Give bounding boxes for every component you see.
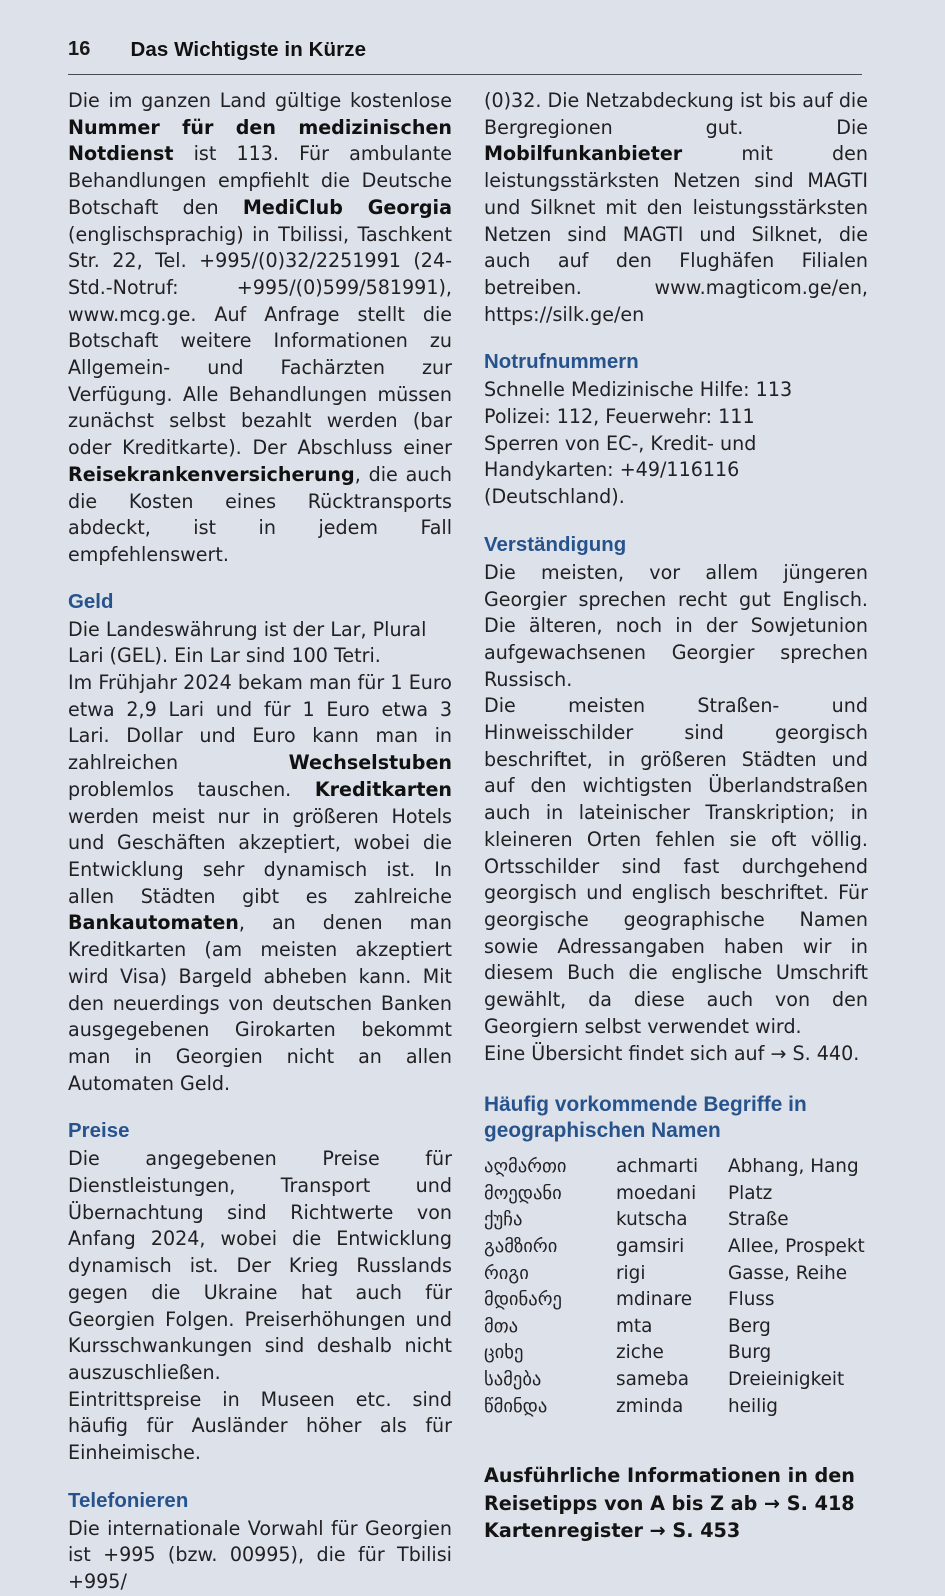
- right-column: [484, 88, 868, 1596]
- bold-run-bankautomaten: Bankautomaten: [68, 911, 239, 935]
- geld-paragraph-2: [68, 670, 452, 1097]
- table-row: [484, 1207, 868, 1234]
- text-run: problemlos tauschen.: [68, 777, 315, 801]
- page-number: 16: [68, 38, 91, 60]
- glossary-georgian: აღმართი: [484, 1156, 567, 1178]
- table-row: [484, 1287, 868, 1314]
- bold-run-mediclub: MediClub Georgia: [242, 195, 452, 219]
- two-column-body: [68, 88, 868, 1596]
- preise-paragraph-1: Die angegebenen Preise für Dienstleistungen, Transport und Übernachtung sind Richtwerte von Anfang 2024, wobei die Entwicklung dynamisch ist. Der Krieg Russlands gegen die Ukraine hat auch für Georgien Folgen. Preiserhöhungen und Kursschwankungen sind deshalb nicht auszuschließen.: [68, 1147, 452, 1384]
- section-heading-glossary: Häufig vorkommende Begriffe in geographischen Namen: [484, 1093, 807, 1143]
- table-row: [484, 1394, 868, 1421]
- glossary-german: Platz: [728, 1182, 773, 1204]
- geographic-terms-glossary: [484, 1154, 868, 1420]
- glossary-georgian: მდინარე: [484, 1289, 562, 1311]
- emergency-number-line-3: Sperren von EC-, Kredit- und Handykarten: +49/116116 (Deutschland).: [484, 431, 757, 509]
- medical-emergency-paragraph: [68, 88, 452, 569]
- glossary-translit: mdinare: [616, 1289, 693, 1311]
- glossary-german: Abhang, Hang: [728, 1156, 859, 1178]
- left-column: [68, 88, 452, 1596]
- table-row: [484, 1340, 868, 1367]
- section-heading-verstaendigung: Verständigung: [484, 533, 627, 556]
- glossary-georgian: მთა: [484, 1315, 519, 1337]
- emergency-number-line-2: Polizei: 112, Feuerwehr: 111: [484, 405, 755, 429]
- glossary-german: heilig: [728, 1395, 778, 1417]
- cross-reference-line-1: Ausführliche Informationen in den Reisetipps von A bis Z ab → S. 418: [484, 1464, 855, 1515]
- glossary-georgian: გამზირი: [484, 1235, 558, 1257]
- text-run: ist 113. Für ambulante Behandlungen empfiehlt die Deutsche Botschaft den: [68, 142, 452, 219]
- table-row: [484, 1314, 868, 1341]
- text-run: (englischsprachig) in Tbilissi, Taschkent Str. 22, Tel. +995/(0)32/2251991 (24-Std.-Notruf: +995/(0)599/581991), www.mcg.ge. Auf Anfrage stellt die Botschaft weitere Informationen zu Allgemein- und Fachärzten zur Verfügung. Alle Behandlungen müssen zunächst selbst bezahlt werden (bar oder Kreditkarte). Der Abschluss einer: [68, 222, 452, 460]
- glossary-german: Allee, Prospekt: [728, 1235, 865, 1257]
- table-row: [484, 1154, 868, 1181]
- glossary-georgian: წმინდა: [484, 1395, 548, 1417]
- glossary-georgian: ქუჩა: [484, 1209, 523, 1231]
- glossary-translit: ziche: [616, 1342, 664, 1364]
- text-run: (0)32. Die Netzabdeckung ist bis auf die Bergregionen gut. Die: [484, 89, 868, 139]
- glossary-german: Gasse, Reihe: [728, 1262, 848, 1284]
- text-run: Im Frühjahr 2024 bekam man für 1 Euro etwa 2,9 Lari und für 1 Euro etwa 3 Lari. Dollar und Euro kann man in zahlreichen: [68, 671, 452, 775]
- table-row: [484, 1261, 868, 1288]
- bold-run-mobilfunkanbieter: Mobilfunkanbieter: [484, 142, 683, 166]
- text-run: , die auch die Kosten eines Rücktransports abdeckt, ist in jedem Fall empfehlenswert.: [68, 462, 452, 566]
- telefonieren-paragraph-1: Die internationale Vorwahl für Georgien ist +995 (bzw. 00995), die für Tbilisi +995/: [68, 1516, 452, 1594]
- section-heading-preise: Preise: [68, 1120, 130, 1143]
- glossary-body: [484, 1154, 868, 1420]
- glossary-german: Dreieinigkeit: [728, 1368, 845, 1390]
- bold-run-emergency-number: Nummer für den medizinischen Notdienst: [68, 115, 452, 166]
- table-row: [484, 1367, 868, 1394]
- glossary-georgian: სამება: [484, 1368, 542, 1390]
- glossary-translit: achmarti: [616, 1156, 699, 1178]
- section-heading-notrufnummern: Notrufnummern: [484, 351, 639, 374]
- preise-paragraph-2: Eintrittspreise in Museen etc. sind häufig für Ausländer höher als für Einheimische.: [68, 1387, 452, 1465]
- glossary-translit: sameba: [616, 1368, 690, 1390]
- verstaendigung-paragraph-2: Die meisten Straßen- und Hinweisschilder sind georgisch beschriftet, in größeren Städten und auf den wichtigsten Überlandstraßen auch in lateinischer Transkription; in kleineren Orten fehlen sie oft völlig. Ortsschilder sind fast durchgehend georgisch und englisch beschriftet. Für georgische geographische Namen sowie Adressangaben haben wir in diesem Buch die englische Umschrift gewählt, da diese auch von den Georgiern selbst verwendet wird.: [484, 694, 868, 1038]
- glossary-translit: rigi: [616, 1262, 646, 1284]
- cross-reference-note: [484, 1462, 868, 1544]
- chapter-title: Das Wichtigste in Kürze: [130, 38, 367, 61]
- glossary-translit: kutscha: [616, 1209, 688, 1231]
- section-heading-telefonieren: Telefonieren: [68, 1489, 189, 1512]
- section-heading-geld: Geld: [68, 590, 114, 613]
- mobile-network-paragraph: [484, 88, 868, 328]
- verstaendigung-paragraph-3: Eine Übersicht findet sich auf → S. 440.: [484, 1041, 860, 1065]
- cross-reference-line-2: Kartenregister → S. 453: [484, 1518, 741, 1542]
- glossary-german: Fluss: [728, 1289, 775, 1311]
- glossary-georgian: მოედანი: [484, 1182, 562, 1204]
- bold-run-wechselstuben: Wechselstuben: [288, 751, 452, 775]
- bold-run-travel-insurance: Reisekrankenversicherung: [68, 462, 355, 486]
- glossary-translit: mta: [616, 1315, 653, 1337]
- running-head: [68, 38, 862, 75]
- glossary-translit: moedani: [616, 1182, 697, 1204]
- verstaendigung-paragraph-1: Die meisten, vor allem jüngeren Georgier sprechen recht gut Englisch. Die älteren, noch in der Sowjetunion aufgewachsenen Georgier sprechen Russisch.: [484, 560, 868, 691]
- glossary-german: Burg: [728, 1342, 772, 1364]
- bold-run-kreditkarten: Kreditkarten: [314, 777, 452, 801]
- geld-paragraph-1: Die Landeswährung ist der Lar, Plural Lari (GEL). Ein Lar sind 100 Tetri.: [68, 617, 427, 668]
- glossary-georgian: რიგი: [484, 1262, 529, 1284]
- glossary-georgian: ციხე: [484, 1342, 524, 1364]
- text-run: werden meist nur in größeren Hotels und Geschäften akzeptiert, wobei die Entwicklung sehr dynamisch ist. In allen Städten gibt es zahlreiche: [68, 804, 452, 908]
- text-run: Die im ganzen Land gültige kostenlose: [68, 89, 452, 112]
- text-run: mit den leistungsstärksten Netzen sind MAGTI und Silknet mit den leistungsstärksten Netzen sind MAGTI und Silknet, die auch auf den Flughäfen Filialen betreiben. www.magticom.ge/en, https://silk.ge/en: [484, 142, 868, 326]
- emergency-number-line-1: Schnelle Medizinische Hilfe: 113: [484, 378, 793, 402]
- glossary-translit: gamsiri: [616, 1235, 685, 1257]
- glossary-german: Straße: [728, 1209, 789, 1231]
- table-row: [484, 1234, 868, 1261]
- table-row: [484, 1181, 868, 1208]
- glossary-translit: zminda: [616, 1395, 684, 1417]
- glossary-german: Berg: [728, 1315, 771, 1337]
- text-run: , an denen man Kreditkarten (am meisten akzeptiert wird Visa) Bargeld abheben kann. Mit den neuerdings von deutschen Banken ausgegebenen Girokarten bekommt man in Georgien nicht an allen Automaten Geld.: [68, 911, 452, 1095]
